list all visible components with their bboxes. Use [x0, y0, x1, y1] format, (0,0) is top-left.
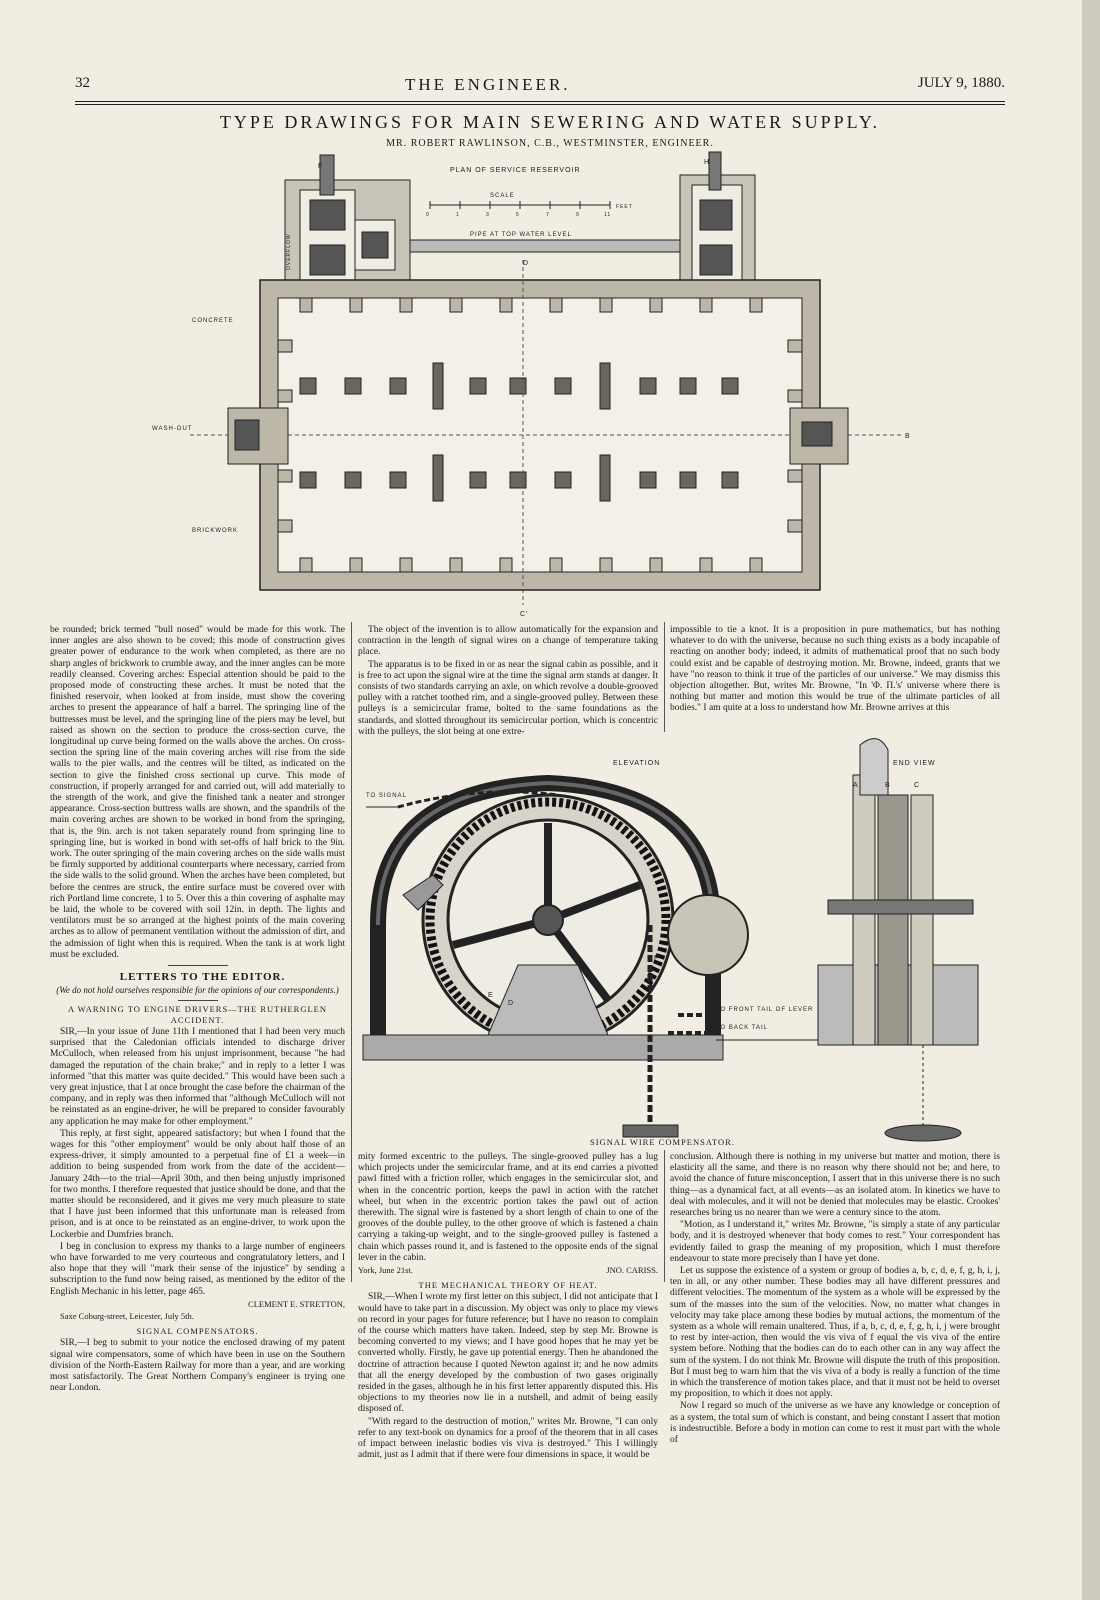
foundation-base [363, 1035, 723, 1060]
col1-paragraph-1: be rounded; brick termed "bull nosed" would be made for this work. The inner angles are also shown to be coved; this mode of construction gives greater power of endurance to the work when completed, as there are no sharp angles of brickwork to crumble away, and the inner angles can be more readily cleansed. Covering arches: Especial attention should be paid to the proposed mode of constructing these arches. It must be noted that the finished reservoir, when looked at from inside, must show the covering arches to present the appearance of half a barrel. The springing line of the buttresses must be level, and the springing line of the piers may be level, but raised as shown on the section to produce the cross-section curve, the longitudinal up curve being formed on the walls above the arches. On cross-section the spring line of the main covering arches will rise from the side walls to the pier walls, and the centres will be tilted, as indicated on the section to give the finished cross sectional up curve. This mode of construction, if properly arranged for and carried out, will add materially to the strength of the work, and give the finished tank a neater and stronger appearance. Cross-section buttress walls are shown, and the spandrils of the main covering arches are shown to be worked in bond from the springing, that is, the 9in. arch is not taken separately round from springing line to springing line, but is worked in bond with set-offs of half brick to the 9in. work. The outer springing of the main covering arches on the side walls must be firmly supported by additional counterparts where necessary, carried from the side walls to the solid ground. When the arches have been completed, but before the centres are struck, the entire surface must be covered over with rich Portland lime concrete, 1 to 5. Over this a thin covering of asphalte may be laid, the whole to be covered with soil 12in. in depth. The lights and ventilators must be so arranged at the highest points of the main covering arches as to allow of permanent ventilation without the admission of dirt, and the admission of light when this is required. When the tank is at work light must be excluded. [50, 625, 345, 960]
col3-bottom-paragraph-1: conclusion. Although there is nothing in my universe but matter and motion, there is elasticity all the same, and there is no reason why there should not be; and here, to avoid the chance of future misconception, I assert that in this universe there is no such thing—as a dynamical fact, at all events—as an isolated atom. In kinetics we have to deal with molecules, and it will not be denied that molecules may be elastic. Crookes' researches bring us no nearer than we were a century since to the atom. [670, 1152, 1000, 1219]
reservoir-plan-figure [152, 150, 930, 620]
to-signal-label: TO SIGNAL [366, 793, 407, 799]
end-view-label: END VIEW [893, 760, 936, 767]
col2-bottom-paragraph-1: mity formed excentric to the pulleys. The single-grooved pulley has a lug which projects under the semicircular frame, and at its end carries a pivotted pawl fitted with a friction roller, which engages in the semicircular slot, and when in the concentric portion, keeps the pawl in action with the ratchet wheel, but when in the excentric portion takes the pawl out of action therewith. The signal wire is fastened by a short length of chain to one of the grooves of the double pulley, to the other groove of which is fastened a chain carrying a taking-up weight, and to the single-grooved pulley is fastened a chain which passes round it, and is fastened to the opposite ends of the signal lever in the cabin. [358, 1152, 658, 1263]
col2-bottom-paragraph-3: "With regard to the destruction of motion," writes Mr. Browne, "I can only refer to any text-book on dynamics for a proof of the theorem that in all cases of impact between inelastic bodies vis viva is destroyed." This I willingly admit, just as I admit that if there were four dimensions in space, it would be [358, 1416, 658, 1461]
label-d: D [523, 260, 530, 267]
label-concrete: CONCRETE [192, 318, 234, 324]
col1-paragraph-5: SIR,—I beg to submit to your notice the enclosed drawing of my patent signal wire compensators, some of which have been in use on the Southern division of the North-Eastern Railway for more than a year, and are working most satisfactorily. The Great Northern Company's engineer is trying one near London. [50, 1338, 345, 1394]
col1-paragraph-3: This reply, at first sight, appeared satisfactory; but when I found that the wages for this "other employment" would be only about half those of an express-driver, it simply amounted to a perpetual fine of £1 a week—in addition to being suspended from work from the date of the accident—January 24th—to the trial—April 30th, and then being unjustly imprisoned for two months. I therefore requested that justice should be done, and that the matter should be reconsidered, and it gives me very much pleasure to state that I have just been informed that this unfortunate man is released from prison, and is at once to be reinstated as an engine-driver, to work upon the Lockerbie and Dumfries branch. [50, 1128, 345, 1240]
column-2-top [358, 625, 658, 739]
col3-bottom-paragraph-3: Let us suppose the existence of a system or group of bodies a, b, c, d, e, f, g, h, i, j, ten in all, or any other number. These bodies may all have different pressures and different velocities. The momentum of the system as a whole will be expressed by the sum of the masses into the sum of the velocities. Now, no matter what changes in velocity may take place among these bodies by mutual actions, the momentum of the system as a whole will remain unaltered. Thus, if a, b, c, d, e, f, g, h, i, j were brought to rest by inter-action, then would the vis viva of f equal the vis viva of the entire system before. Nothing that the bodies can do to each other can in any way affect the sum of the system. I do not think Mr. Browne will dispute the truth of this proposition. But I must beg to warn him that the vis viva of a body is really a function of the time in which the transference of motion takes place, and that it must not be held to overset my proposition, to which it does not apply. [670, 1266, 1000, 1400]
header-rule [75, 101, 1005, 102]
signoff-name: JNO. CARISS. [606, 1265, 658, 1276]
scale-tick-6: 11 [604, 212, 612, 218]
letter-a: A [853, 782, 859, 789]
single-grooved-pulley [668, 895, 748, 975]
signoff-place: York, June 21st. [358, 1265, 413, 1276]
column-3-bottom [670, 1152, 1000, 1447]
letter-f: F [654, 955, 660, 962]
scale-tick-3: 5 [516, 212, 520, 218]
column-rule [664, 622, 665, 732]
column-1 [50, 625, 345, 1395]
label-f: F [318, 163, 324, 170]
elevation-label: ELEVATION [613, 760, 661, 767]
label-overflow: OVERFLOW [286, 233, 292, 270]
scale-tick-2: 3 [486, 212, 490, 218]
label-wash-out: WASH-OUT [152, 426, 193, 432]
issue-date: JULY 9, 1880. [917, 75, 1005, 91]
scale-tick-4: 7 [546, 212, 550, 218]
column-rule [664, 1150, 665, 1282]
letter-d: D [508, 1000, 515, 1007]
letter-e: E [488, 992, 494, 999]
col3-bottom-paragraph-2: "Motion, as I understand it," writes Mr. Browne, "is simply a state of any particular body, and it is destroyed whenever that body comes to rest." Your correspondent has evidently failed to grasp the meaning of my proposition, which I must therefore endeavour to state more precisely than I have yet done. [670, 1220, 1000, 1264]
pipe-label: PIPE AT TOP WATER LEVEL [470, 232, 572, 238]
page-edge [1082, 0, 1100, 1600]
back-tail-label: TO BACK TAIL [716, 1025, 769, 1031]
letters-heading: LETTERS TO THE EDITOR. [119, 971, 286, 984]
end-view [818, 739, 978, 1141]
letter-b: B [885, 782, 891, 789]
signature-stretton: CLEMENT E. STRETTON, [248, 1298, 345, 1309]
mechanical-theory-heading: THE MECHANICAL THEORY OF HEAT. [418, 1280, 598, 1291]
column-2-bottom [358, 1152, 658, 1462]
scale-tick-1: 1 [456, 212, 460, 218]
column-3-top [670, 625, 1000, 716]
signal-wire-compensator-figure [358, 735, 1008, 1165]
warning-heading: A WARNING TO ENGINE DRIVERS—THE RUTHERGLEN ACCIDENT. [68, 1003, 327, 1025]
wash-out-chamber [228, 408, 288, 464]
letter-c: C [914, 782, 921, 789]
left-valve-chamber [285, 155, 410, 300]
col1-paragraph-4: I beg in conclusion to express my thanks to a large number of engineers who have forwarded to me very courteous and congratulatory letters, and I also hope that they will "mark their sense of the injustice" by sending a subscription to the fund now being raised, as mentioned by the editor of the English Mechanic in his letter, page 465. [50, 1241, 345, 1297]
scale-tick-5: 9 [576, 212, 580, 218]
divider [178, 1000, 218, 1001]
running-head [75, 75, 1005, 101]
masthead: THE ENGINEER. [405, 75, 571, 94]
address-stretton: Saxe Coburg-street, Leicester, July 5th. [60, 1310, 194, 1321]
label-b: B [905, 433, 911, 440]
reservoir-figure-title: PLAN OF SERVICE RESERVOIR [450, 167, 581, 174]
divider [168, 965, 228, 966]
col2-top-paragraph-2: The apparatus is to be fixed in or as near the signal cabin as possible, and it is free to act upon the signal wire at the time the signal arm stands at danger. It consists of two standards carrying an axle, on which revolve a double-grooved pulley with a ratchet toothed rim, and a single-grooved pulley. Between these pulleys is a semicircular frame, bolted to the same foundations as the standards, and slotted throughout its semicircular portion, which is concentric with the pulleys, the slot being at one extre- [358, 659, 658, 737]
col3-bottom-paragraph-4: Now I regard so much of the universe as we have any knowledge or conception of as a system, the total sum of which is constant, and being constant I assert that motion is indestructible. Before a body in motion can come to rest it must part with the whole of [670, 1401, 1000, 1446]
label-brickwork: BRICKWORK [192, 528, 239, 534]
scale-bar [430, 201, 610, 209]
compensator-caption: SIGNAL WIRE COMPENSATOR. [590, 1137, 735, 1147]
page-number: 32 [75, 75, 90, 91]
outlet-chamber-right [790, 408, 848, 464]
signoff-row [358, 1265, 658, 1276]
taking-up-weight [623, 1125, 678, 1137]
col2-bottom-paragraph-2: SIR,—When I wrote my first letter on this subject, I did not anticipate that I would have to take part in a discussion. My object was only to place my views on record in your pages for future reference; but I have no reason to complain of the course which matters have taken. Indeed, step by step Mr. Browne is becoming converted to my views; and I have good hopes that he may yet be converted wholly. Firstly, he gave up potential energy. Then he abandoned the doctrine of attraction because I quoted Newton against it; and he now admits that all the energy developed by the combustion of two gases originally resided in the gases, although he in his first letter apparently disputed this. His objections to my theories now lie in a nutshell, and admit of being easily disposed of. [358, 1292, 658, 1415]
scale-label: SCALE [490, 193, 515, 199]
article-title: TYPE DRAWINGS FOR MAIN SEWERING AND WATER SUPPLY. [219, 112, 881, 132]
letters-disclaimer: (We do not hold ourselves responsible for the opinions of our correspondents.) [56, 985, 339, 996]
scale-unit: FEET [616, 204, 633, 210]
compensators-heading: SIGNAL COMPENSATORS. [136, 1326, 259, 1337]
col1-paragraph-2: SIR,—In your issue of June 11th I mentioned that I had been very much surprised that the Caledonian officials intended to discharge driver McCulloch, when released from his unjust imprisonment, because "he had damaged the reputation of the chain brake;" and in reply to a letter I was informed "that this matter was quite decided." This would have been such a very great injustice, that I at once brought the case before the chairman of the company, and in reply was then informed that "although McCulloch will not be reinstated as an engine-driver, he will be prepared to consider favourably any application he may make for other employment." [50, 1026, 345, 1127]
article-byline: MR. ROBERT RAWLINSON, C.B., WESTMINSTER, ENGINEER. [386, 138, 714, 149]
col3-top-paragraph: impossible to tie a knot. It is a proposition in pure mathematics, but has nothing whatever to do with the universe, because no such thing exists as a body incapable of reacting on another body; indeed, it admits of mathematical proof that no such body could exist and be capable of destroying motion. Mr. Browne, indeed, grants that we have "no reason to think it true of the particles of our universe." We may dismiss this objection altogether. But, writes Mr. Browne, "In 'Φ. Π.'s' universe where there is nothing but matter and motion this would be true of the ultimate particles of all bodies." I am quite at a loss to understand how Mr. Browne arrives at this [670, 625, 1000, 714]
column-rule [351, 622, 352, 1282]
scale-tick-0: 0 [426, 212, 430, 218]
label-c-prime: C' [520, 611, 529, 618]
pipe-top-water-level [400, 240, 690, 252]
header-rule-2 [75, 104, 1005, 105]
wheel-hub [533, 905, 563, 935]
front-tail-label: TO FRONT TAIL OF LEVER [716, 1007, 814, 1013]
label-h: H [704, 159, 711, 166]
col2-top-paragraph-1: The object of the invention is to allow automatically for the expansion and contraction in the length of signal wires on a change of temperature taking place. [358, 625, 658, 658]
